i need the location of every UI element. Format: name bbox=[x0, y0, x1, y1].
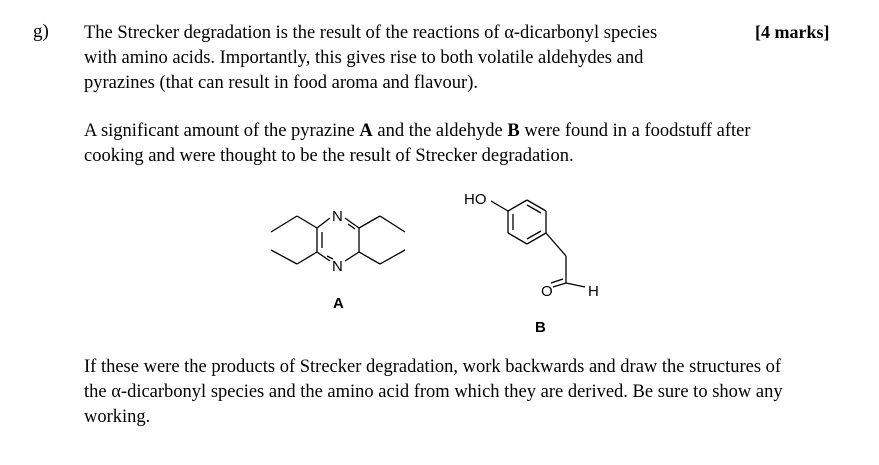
ch2-bond bbox=[546, 233, 566, 256]
intro-line: The Strecker degradation is the result of the reactions of α-dicarbonyl species bbox=[84, 23, 658, 43]
compound-b-ref: B bbox=[507, 121, 520, 141]
compound-a-ref: A bbox=[359, 121, 373, 141]
context-text: A significant amount of the pyrazine bbox=[84, 121, 360, 141]
ethyl-bond bbox=[271, 216, 297, 232]
intro-line: with amino acids. Importantly, this gives rise to both volatile aldehydes and bbox=[84, 48, 644, 68]
structure-label-a: A bbox=[333, 295, 344, 312]
ethyl-bond bbox=[359, 216, 380, 228]
task-paragraph bbox=[84, 355, 783, 430]
context-text: and the aldehyde bbox=[372, 121, 508, 141]
carbonyl-double-bond bbox=[551, 279, 563, 283]
ethyl-bond bbox=[359, 252, 380, 264]
task-line: working. bbox=[84, 407, 151, 427]
ethyl-bond bbox=[380, 250, 405, 264]
aldehyde-ho: HO bbox=[464, 191, 487, 208]
ethyl-bond bbox=[297, 216, 317, 228]
task-line: If these were the products of Strecker degradation, work backwards and draw the structures of bbox=[84, 357, 782, 377]
pyrazine-n-top: N bbox=[332, 208, 343, 225]
question-label: g) bbox=[33, 21, 49, 42]
ring-bond bbox=[508, 233, 527, 244]
ring-bond bbox=[508, 200, 527, 211]
marks-badge: [4 marks] bbox=[755, 22, 830, 42]
aldehyde-structure bbox=[491, 200, 585, 287]
aldehyde-o: O bbox=[541, 283, 553, 300]
ethyl-bond bbox=[380, 216, 405, 232]
task-line: the α-dicarbonyl species and the amino acid from which they are derived. Be sure to show any bbox=[84, 382, 783, 402]
pyrazine-n-bottom: N bbox=[332, 258, 343, 275]
hydroxyl-bond bbox=[491, 201, 508, 211]
structure-label-b: B bbox=[535, 319, 546, 336]
intro-line: pyrazines (that can result in food aroma and flavour). bbox=[84, 73, 479, 93]
ring-bond bbox=[527, 200, 546, 211]
ring-bond bbox=[345, 252, 359, 261]
ring-bond bbox=[317, 218, 330, 228]
aldehyde-h-bond bbox=[566, 283, 585, 287]
ring-bond bbox=[527, 233, 546, 244]
ethyl-bond bbox=[297, 252, 317, 264]
ethyl-bond bbox=[271, 250, 297, 264]
carbonyl-bond bbox=[553, 283, 566, 287]
context-line: cooking and were thought to be the result of Strecker degradation. bbox=[84, 146, 574, 166]
context-text: were found in a foodstuff after bbox=[519, 121, 751, 141]
aldehyde-h: H bbox=[588, 283, 599, 300]
